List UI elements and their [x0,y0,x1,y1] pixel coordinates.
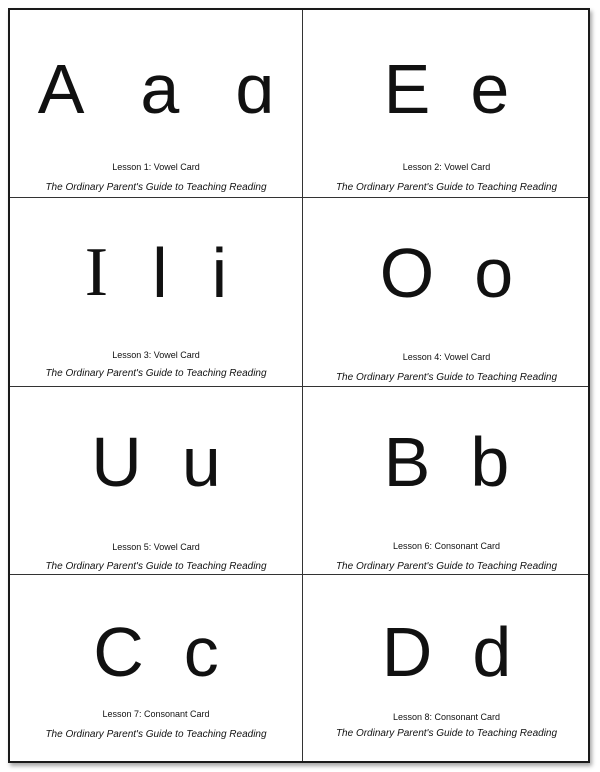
card-letter: C [93,613,144,691]
card-lesson-8 [303,575,590,761]
card-lesson-4 [303,198,590,386]
card-letter: A [37,50,85,128]
card-letter: B [383,423,431,501]
card-book-title: The Ordinary Parent's Guide to Teaching Reading [335,561,558,572]
flashcard-sheet [8,8,590,763]
card-letter: i [211,234,228,312]
card-lesson-label: Lesson 3: Vowel Card [112,350,200,360]
card-lesson-5 [10,387,302,574]
card-lesson-7 [10,575,302,761]
card-letter: O [379,234,435,312]
card-letter: b [470,423,510,501]
card-lesson-1 [10,10,302,197]
card-lesson-3 [10,198,302,386]
card-lesson-label: Lesson 6: Consonant Card [392,541,501,551]
card-book-title: The Ordinary Parent's Guide to Teaching Reading [45,368,267,379]
card-letter: a [140,50,180,128]
card-letters [303,423,590,501]
card-letter: l [152,234,168,312]
card-lesson-label: Lesson 2: Vowel Card [402,162,491,172]
card-letters [303,613,590,691]
card-letter: c [183,613,219,691]
card-letters [10,613,302,691]
card-lesson-label: Lesson 4: Vowel Card [402,352,491,362]
card-letters [10,423,302,501]
card-letter: ɑ [235,50,275,128]
card-letter: U [91,423,142,501]
card-book-title: The Ordinary Parent's Guide to Teaching Reading [335,182,558,193]
card-book-title: The Ordinary Parent's Guide to Teaching Reading [45,729,267,740]
card-lesson-6 [303,387,590,574]
card-letters [10,234,302,312]
card-letter: o [474,234,514,312]
card-letter: I [84,234,109,311]
card-book-title: The Ordinary Parent's Guide to Teaching Reading [45,561,267,572]
card-letter: e [470,50,510,128]
card-letter: u [181,423,221,501]
card-letter: d [472,613,512,691]
card-lesson-label: Lesson 7: Consonant Card [102,709,210,719]
card-letters [303,50,590,128]
card-letters [303,234,590,312]
card-book-title: The Ordinary Parent's Guide to Teaching Reading [45,182,267,193]
card-letter: D [381,613,433,691]
card-book-title: The Ordinary Parent's Guide to Teaching Reading [335,372,558,383]
card-lesson-label: Lesson 5: Vowel Card [112,542,200,552]
card-letter: E [383,50,431,128]
card-book-title: The Ordinary Parent's Guide to Teaching Reading [335,728,558,739]
card-lesson-label: Lesson 8: Consonant Card [392,712,501,722]
card-lesson-2 [303,10,590,197]
card-lesson-label: Lesson 1: Vowel Card [112,162,200,172]
card-letters [10,50,302,128]
